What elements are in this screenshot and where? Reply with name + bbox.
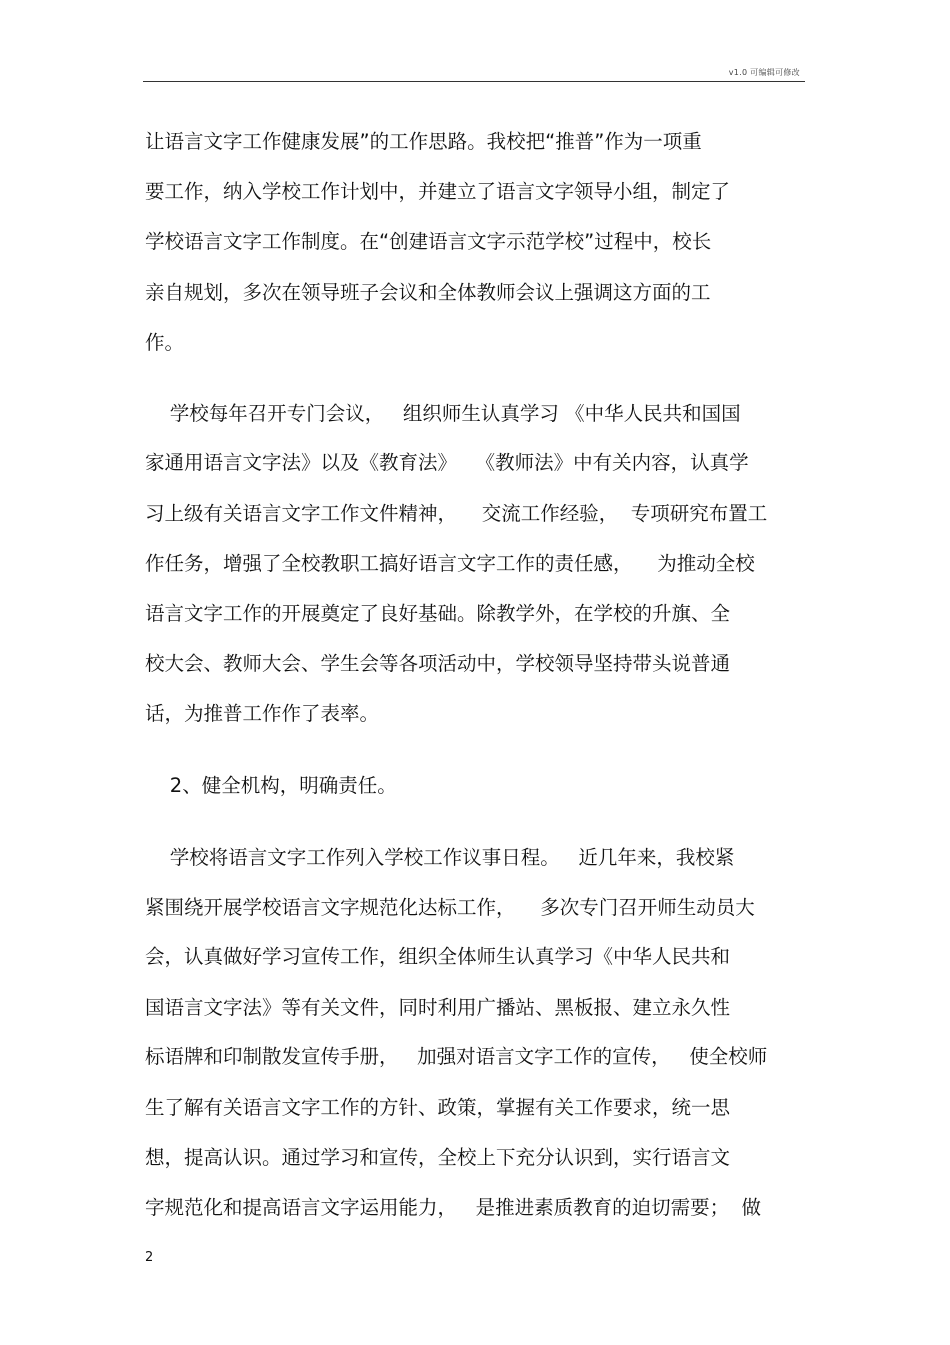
text-line: 学校语言文字工作制度。在“创建语言文字示范学校”过程中，校长: [145, 230, 712, 253]
text-line: 要工作，纳入学校工作计划中，并建立了语言文字领导小组，制定了: [145, 180, 731, 203]
page-number: 2: [145, 1250, 154, 1265]
text-line: 学校每年召开专门会议， 组织师生认真学习 《中华人民共和国国: [145, 402, 741, 425]
text-line: 习上级有关语言文字工作文件精神， 交流工作经验， 专项研究布置工: [145, 502, 768, 525]
header-version-note: v1.0 可编辑可修改: [728, 68, 800, 77]
text-line: 话，为推普工作作了表率。: [145, 702, 380, 725]
text-line: 字规范化和提高语言文字运用能力， 是推进素质教育的迫切需要； 做: [145, 1196, 761, 1219]
text-line: 校大会、教师大会、学生会等各项活动中，学校领导坚持带头说普通: [145, 652, 731, 675]
text-line: 亲自规划，多次在领导班子会议和全体教师会议上强调这方面的工: [145, 281, 711, 304]
header-rule: [143, 81, 805, 82]
text-line: 国语言文字法》等有关文件，同时利用广播站、黑板报、建立永久性: [145, 996, 731, 1019]
text-line: 作。: [145, 331, 185, 354]
text-line: 紧围绕开展学校语言文字规范化达标工作， 多次专门召开师生动员大: [145, 896, 755, 919]
text-line: 想，提高认识。通过学习和宣传，全校上下充分认识到，实行语言文: [145, 1146, 731, 1169]
text-line: 让语言文字工作健康发展”的工作思路。我校把“推普”作为一项重: [145, 130, 702, 153]
section-heading: 2、健全机构，明确责任。: [145, 774, 397, 797]
text-line: 学校将语言文字工作列入学校工作议事日程。 近几年来，我校紧: [145, 846, 735, 869]
text-line: 语言文字工作的开展奠定了良好基础。除教学外，在学校的升旗、全: [145, 602, 731, 625]
text-line: 标语牌和印制散发宣传手册， 加强对语言文字工作的宣传， 使全校师: [145, 1045, 768, 1068]
text-line: 生了解有关语言文字工作的方针、政策，掌握有关工作要求，统一思: [145, 1096, 731, 1119]
text-line: 家通用语言文字法》以及《教育法》 《教师法》中有关内容，认真学: [145, 451, 749, 474]
text-line: 会，认真做好学习宣传工作，组织全体师生认真学习《中华人民共和: [145, 945, 731, 968]
text-line: 作任务，增强了全校教职工搞好语言文字工作的责任感， 为推动全校: [145, 552, 755, 575]
